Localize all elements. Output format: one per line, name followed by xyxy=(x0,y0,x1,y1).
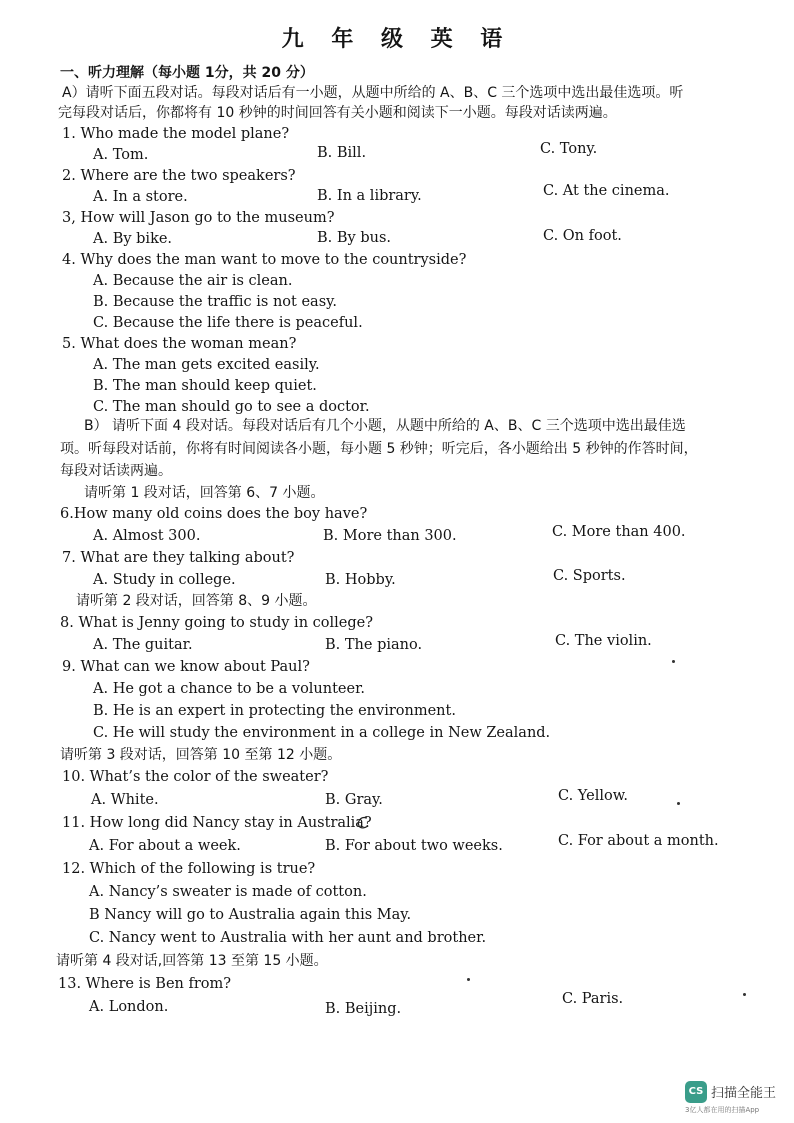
scanner-watermark xyxy=(685,1079,790,1115)
question-12-stem: 12. Which of the following is true? xyxy=(62,861,316,877)
question-13-option-c: C. Paris. xyxy=(562,991,624,1007)
question-11-option-c: C. For about a month. xyxy=(558,833,719,849)
question-12-option-a: A. Nancy’s sweater is made of cotton. xyxy=(89,884,367,900)
question-7-option-c: C. Sports. xyxy=(553,568,626,584)
part-b-instructions-line1: B） 请听下面 4 段对话。每段对话后有几个小题，从题中所给的 A、B、C 三个选项中选出最佳选 xyxy=(84,418,686,434)
question-3-option-b: B. By bus. xyxy=(317,230,392,246)
scan-speck xyxy=(743,993,746,996)
question-13-option-a: A. London. xyxy=(89,999,169,1015)
watermark-tagline: 3亿人都在用的扫描App xyxy=(685,1106,760,1114)
question-11-stem: 11. How long did Nancy stay in Australia? xyxy=(62,815,372,831)
question-1-option-c: C. Tony. xyxy=(540,141,598,157)
part-a-instructions-line2: 完每段对话后，你都将有 10 秒钟的时间回答有关小题和阅读下一小题。每段对话读两遍。 xyxy=(58,105,617,121)
dialog-4-instruction: 请听第 4 段对话,回答第 13 至第 15 小题。 xyxy=(56,953,328,969)
question-3-option-a: A. By bike. xyxy=(93,231,173,247)
question-3-option-c: C. On foot. xyxy=(543,228,622,244)
question-12-option-c: C. Nancy went to Australia with her aunt and brother. xyxy=(89,930,487,946)
question-11-option-a: A. For about a week. xyxy=(89,838,241,854)
question-13-stem: 13. Where is Ben from? xyxy=(58,976,232,992)
question-4-stem: 4. Why does the man want to move to the countryside? xyxy=(62,252,467,268)
question-2-option-a: A. In a store. xyxy=(93,189,188,205)
question-5-option-b: B. The man should keep quiet. xyxy=(93,378,317,394)
question-4-option-c: C. Because the life there is peaceful. xyxy=(93,315,363,331)
camscanner-logo-icon: CS xyxy=(685,1081,707,1103)
part-a-instructions-line1: A）请听下面五段对话。每段对话后有一小题，从题中所给的 A、B、C 三个选项中选出最佳选项。听 xyxy=(62,85,684,101)
pencil-mark xyxy=(355,815,371,831)
question-4-option-b: B. Because the traffic is not easy. xyxy=(93,294,338,310)
question-9-stem: 9. What can we know about Paul? xyxy=(62,659,310,675)
question-10-option-a: A. White. xyxy=(91,792,159,808)
question-7-stem: 7. What are they talking about? xyxy=(62,550,295,566)
part-b-instructions-line3: 每段对话读两遍。 xyxy=(60,463,172,479)
question-9-option-b: B. He is an expert in protecting the environment. xyxy=(93,703,456,719)
question-7-option-a: A. Study in college. xyxy=(93,572,236,588)
question-6-option-c: C. More than 400. xyxy=(552,524,686,540)
page-title: 九 年 级 英 语 xyxy=(281,27,513,52)
question-1-stem: 1. Who made the model plane? xyxy=(62,126,290,142)
question-5-option-c: C. The man should go to see a doctor. xyxy=(93,399,370,415)
question-5-stem: 5. What does the woman mean? xyxy=(62,336,297,352)
question-8-option-a: A. The guitar. xyxy=(93,637,193,653)
scan-speck xyxy=(677,802,680,805)
question-9-option-a: A. He got a chance to be a volunteer. xyxy=(93,681,366,697)
question-7-option-b: B. Hobby. xyxy=(325,572,396,588)
question-12-option-b: B Nancy will go to Australia again this May. xyxy=(89,907,412,923)
part-b-instructions-line2: 项。听每段对话前，你将有时间阅读各小题，每小题 5 秒钟；听完后，各小题给出 5 秒钟的作答时间， xyxy=(60,441,698,457)
question-8-stem: 8. What is Jenny going to study in college? xyxy=(60,615,373,631)
question-3-stem: 3, How will Jason go to the museum? xyxy=(62,210,335,226)
question-13-option-b: B. Beijing. xyxy=(325,1001,402,1017)
question-1-option-b: B. Bill. xyxy=(317,145,367,161)
dialog-2-instruction: 请听第 2 段对话，回答第 8、9 小题。 xyxy=(76,593,317,609)
scan-speck xyxy=(467,978,470,981)
question-8-option-c: C. The violin. xyxy=(555,633,652,649)
watermark-app-name: 扫描全能王 xyxy=(711,1086,777,1101)
question-10-option-b: B. Gray. xyxy=(325,792,383,808)
question-2-option-b: B. In a library. xyxy=(317,188,422,204)
question-4-option-a: A. Because the air is clean. xyxy=(93,273,293,289)
question-2-option-c: C. At the cinema. xyxy=(543,183,670,199)
question-2-stem: 2. Where are the two speakers? xyxy=(62,168,296,184)
question-6-stem: 6.How many old coins does the boy have? xyxy=(60,506,368,522)
question-5-option-a: A. The man gets excited easily. xyxy=(93,357,320,373)
question-6-option-b: B. More than 300. xyxy=(323,528,457,544)
question-9-option-c: C. He will study the environment in a college in New Zealand. xyxy=(93,725,551,741)
question-10-stem: 10. What’s the color of the sweater? xyxy=(62,769,329,785)
question-10-option-c: C. Yellow. xyxy=(558,788,628,804)
dialog-1-instruction: 请听第 1 段对话，回答第 6、7 小题。 xyxy=(84,485,325,501)
question-11-option-b: B. For about two weeks. xyxy=(325,838,503,854)
section-heading: 一、听力理解（每小题 1分，共 20 分） xyxy=(60,65,314,81)
question-6-option-a: A. Almost 300. xyxy=(93,528,201,544)
dialog-3-instruction: 请听第 3 段对话，回答第 10 至第 12 小题。 xyxy=(60,747,342,763)
question-8-option-b: B. The piano. xyxy=(325,637,423,653)
question-1-option-a: A. Tom. xyxy=(93,147,149,163)
scan-speck xyxy=(672,660,675,663)
